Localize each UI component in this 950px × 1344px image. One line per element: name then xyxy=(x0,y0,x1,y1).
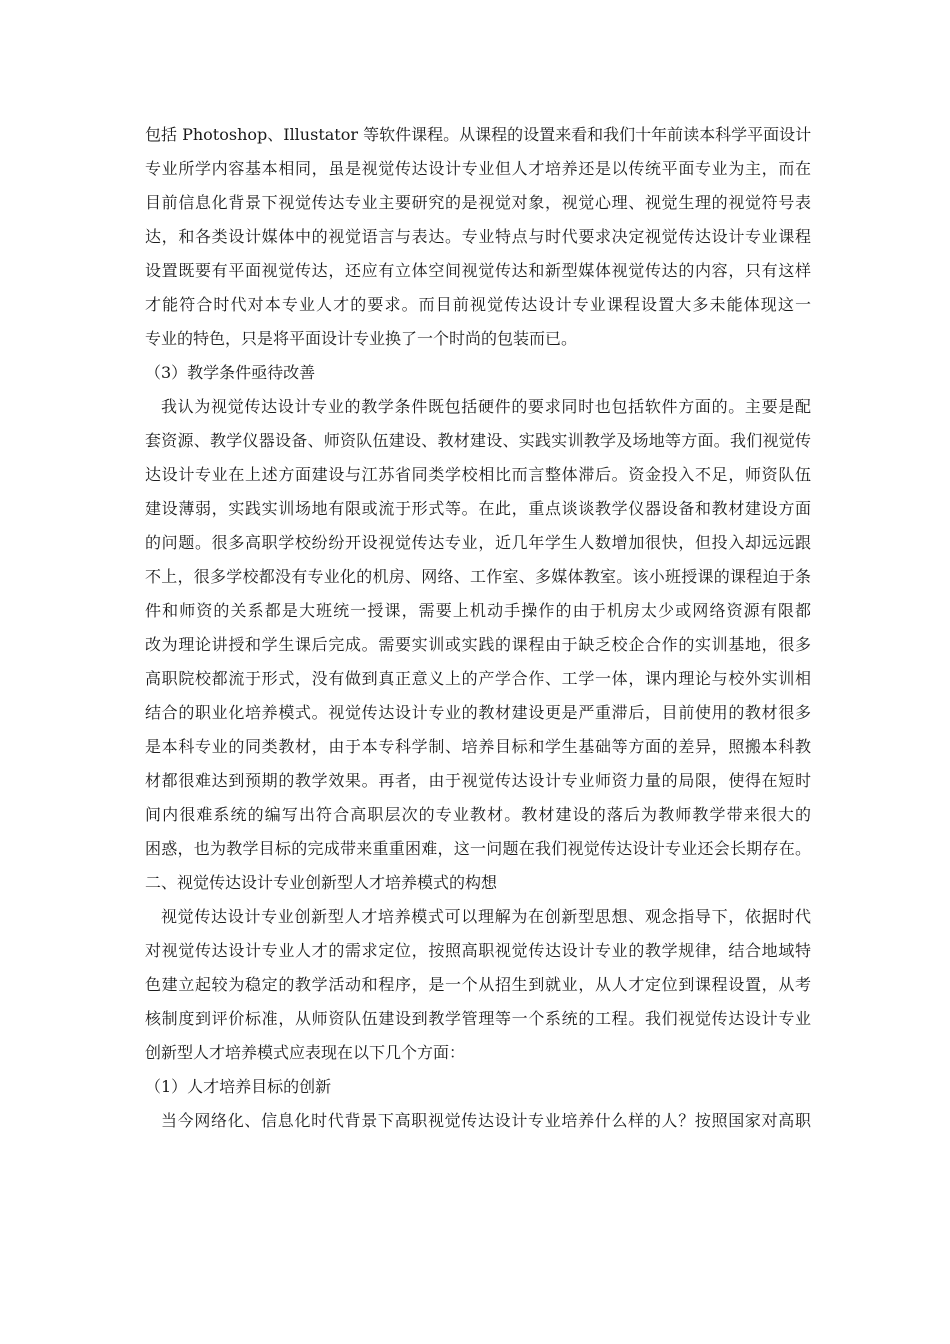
body-line: 对视觉传达设计专业人才的需求定位，按照高职视觉传达设计专业的教学规律，结合地域特 xyxy=(145,941,811,960)
document-body xyxy=(145,118,811,1138)
body-line: 达设计专业在上述方面建设与江苏省同类学校相比而言整体滞后。资金投入不足，师资队伍 xyxy=(145,465,811,484)
body-line: 高职院校都流于形式，没有做到真正意义上的产学合作、工学一体，课内理论与校外实训相 xyxy=(145,669,811,688)
body-line: 改为理论讲授和学生课后完成。需要实训或实践的课程由于缺乏校企合作的实训基地，很多 xyxy=(145,635,811,654)
body-line: 是本科专业的同类教材，由于本专科学制、培养目标和学生基础等方面的差异，照搬本科教 xyxy=(145,737,811,756)
body-line: 的问题。很多高职学校纷纷开设视觉传达专业，近几年学生人数增加很快，但投入却远远跟 xyxy=(145,533,811,552)
body-line: 结合的职业化培养模式。视觉传达设计专业的教材建设更是严重滞后，目前使用的教材很多 xyxy=(145,703,811,722)
body-line: 专业的特色，只是将平面设计专业换了一个时尚的包装而已。 xyxy=(145,329,578,348)
body-line: 达，和各类设计媒体中的视觉语言与表达。专业特点与时代要求决定视觉传达设计专业课程 xyxy=(145,227,811,246)
body-line: 件和师资的关系都是大班统一授课，需要上机动手操作的由于机房太少或网络资源有限都 xyxy=(145,601,811,620)
body-line: 套资源、教学仪器设备、师资队伍建设、教材建设、实践实训教学及场地等方面。我们视觉传 xyxy=(145,431,811,450)
body-line: 不上，很多学校都没有专业化的机房、网络、工作室、多媒体教室。该小班授课的课程迫于条 xyxy=(145,567,811,586)
body-line: 建设薄弱，实践实训场地有限或流于形式等。在此，重点谈谈教学仪器设备和教材建设方面 xyxy=(145,499,811,518)
body-line: 核制度到评价标准，从师资队伍建设到教学管理等一个系统的工程。我们视觉传达设计专业 xyxy=(145,1009,811,1028)
body-line: 包括 Photoshop、Illustator 等软件课程。从课程的设置来看和我们十年前读本科学平面设计 xyxy=(145,125,811,144)
body-line: 设置既要有平面视觉传达，还应有立体空间视觉传达和新型媒体视觉传达的内容，只有这样 xyxy=(145,261,811,280)
section-heading: 二、视觉传达设计专业创新型人才培养模式的构想 xyxy=(145,873,498,892)
body-line: 色建立起较为稳定的教学活动和程序，是一个从招生到就业，从人才定位到课程设置，从考 xyxy=(145,975,811,994)
body-line: 目前信息化背景下视觉传达专业主要研究的是视觉对象，视觉心理、视觉生理的视觉符号表 xyxy=(145,193,811,212)
body-line: 间内很难系统的编写出符合高职层次的专业教材。教材建设的落后为教师教学带来很大的 xyxy=(145,805,811,824)
paragraph-first-line: 当今网络化、信息化时代背景下高职视觉传达设计专业培养什么样的人？按照国家对高职 xyxy=(161,1111,811,1130)
paragraph-first-line: 我认为视觉传达设计专业的教学条件既包括硬件的要求同时也包括软件方面的。主要是配 xyxy=(161,397,811,416)
section-heading: （1）人才培养目标的创新 xyxy=(145,1077,332,1096)
section-heading: （3）教学条件亟待改善 xyxy=(145,363,316,382)
body-line: 创新型人才培养模式应表现在以下几个方面： xyxy=(145,1043,466,1062)
body-line: 才能符合时代对本专业人才的要求。而目前视觉传达设计专业课程设置大多未能体现这一 xyxy=(145,295,811,314)
body-line: 材都很难达到预期的教学效果。再者，由于视觉传达设计专业师资力量的局限，使得在短时 xyxy=(145,771,811,790)
paragraph-first-line: 视觉传达设计专业创新型人才培养模式可以理解为在创新型思想、观念指导下，依据时代 xyxy=(161,907,811,926)
body-line: 专业所学内容基本相同，虽是视觉传达设计专业但人才培养还是以传统平面专业为主，而在 xyxy=(145,159,811,178)
body-line: 困惑，也为教学目标的完成带来重重困难，这一问题在我们视觉传达设计专业还会长期存在。 xyxy=(145,839,811,858)
